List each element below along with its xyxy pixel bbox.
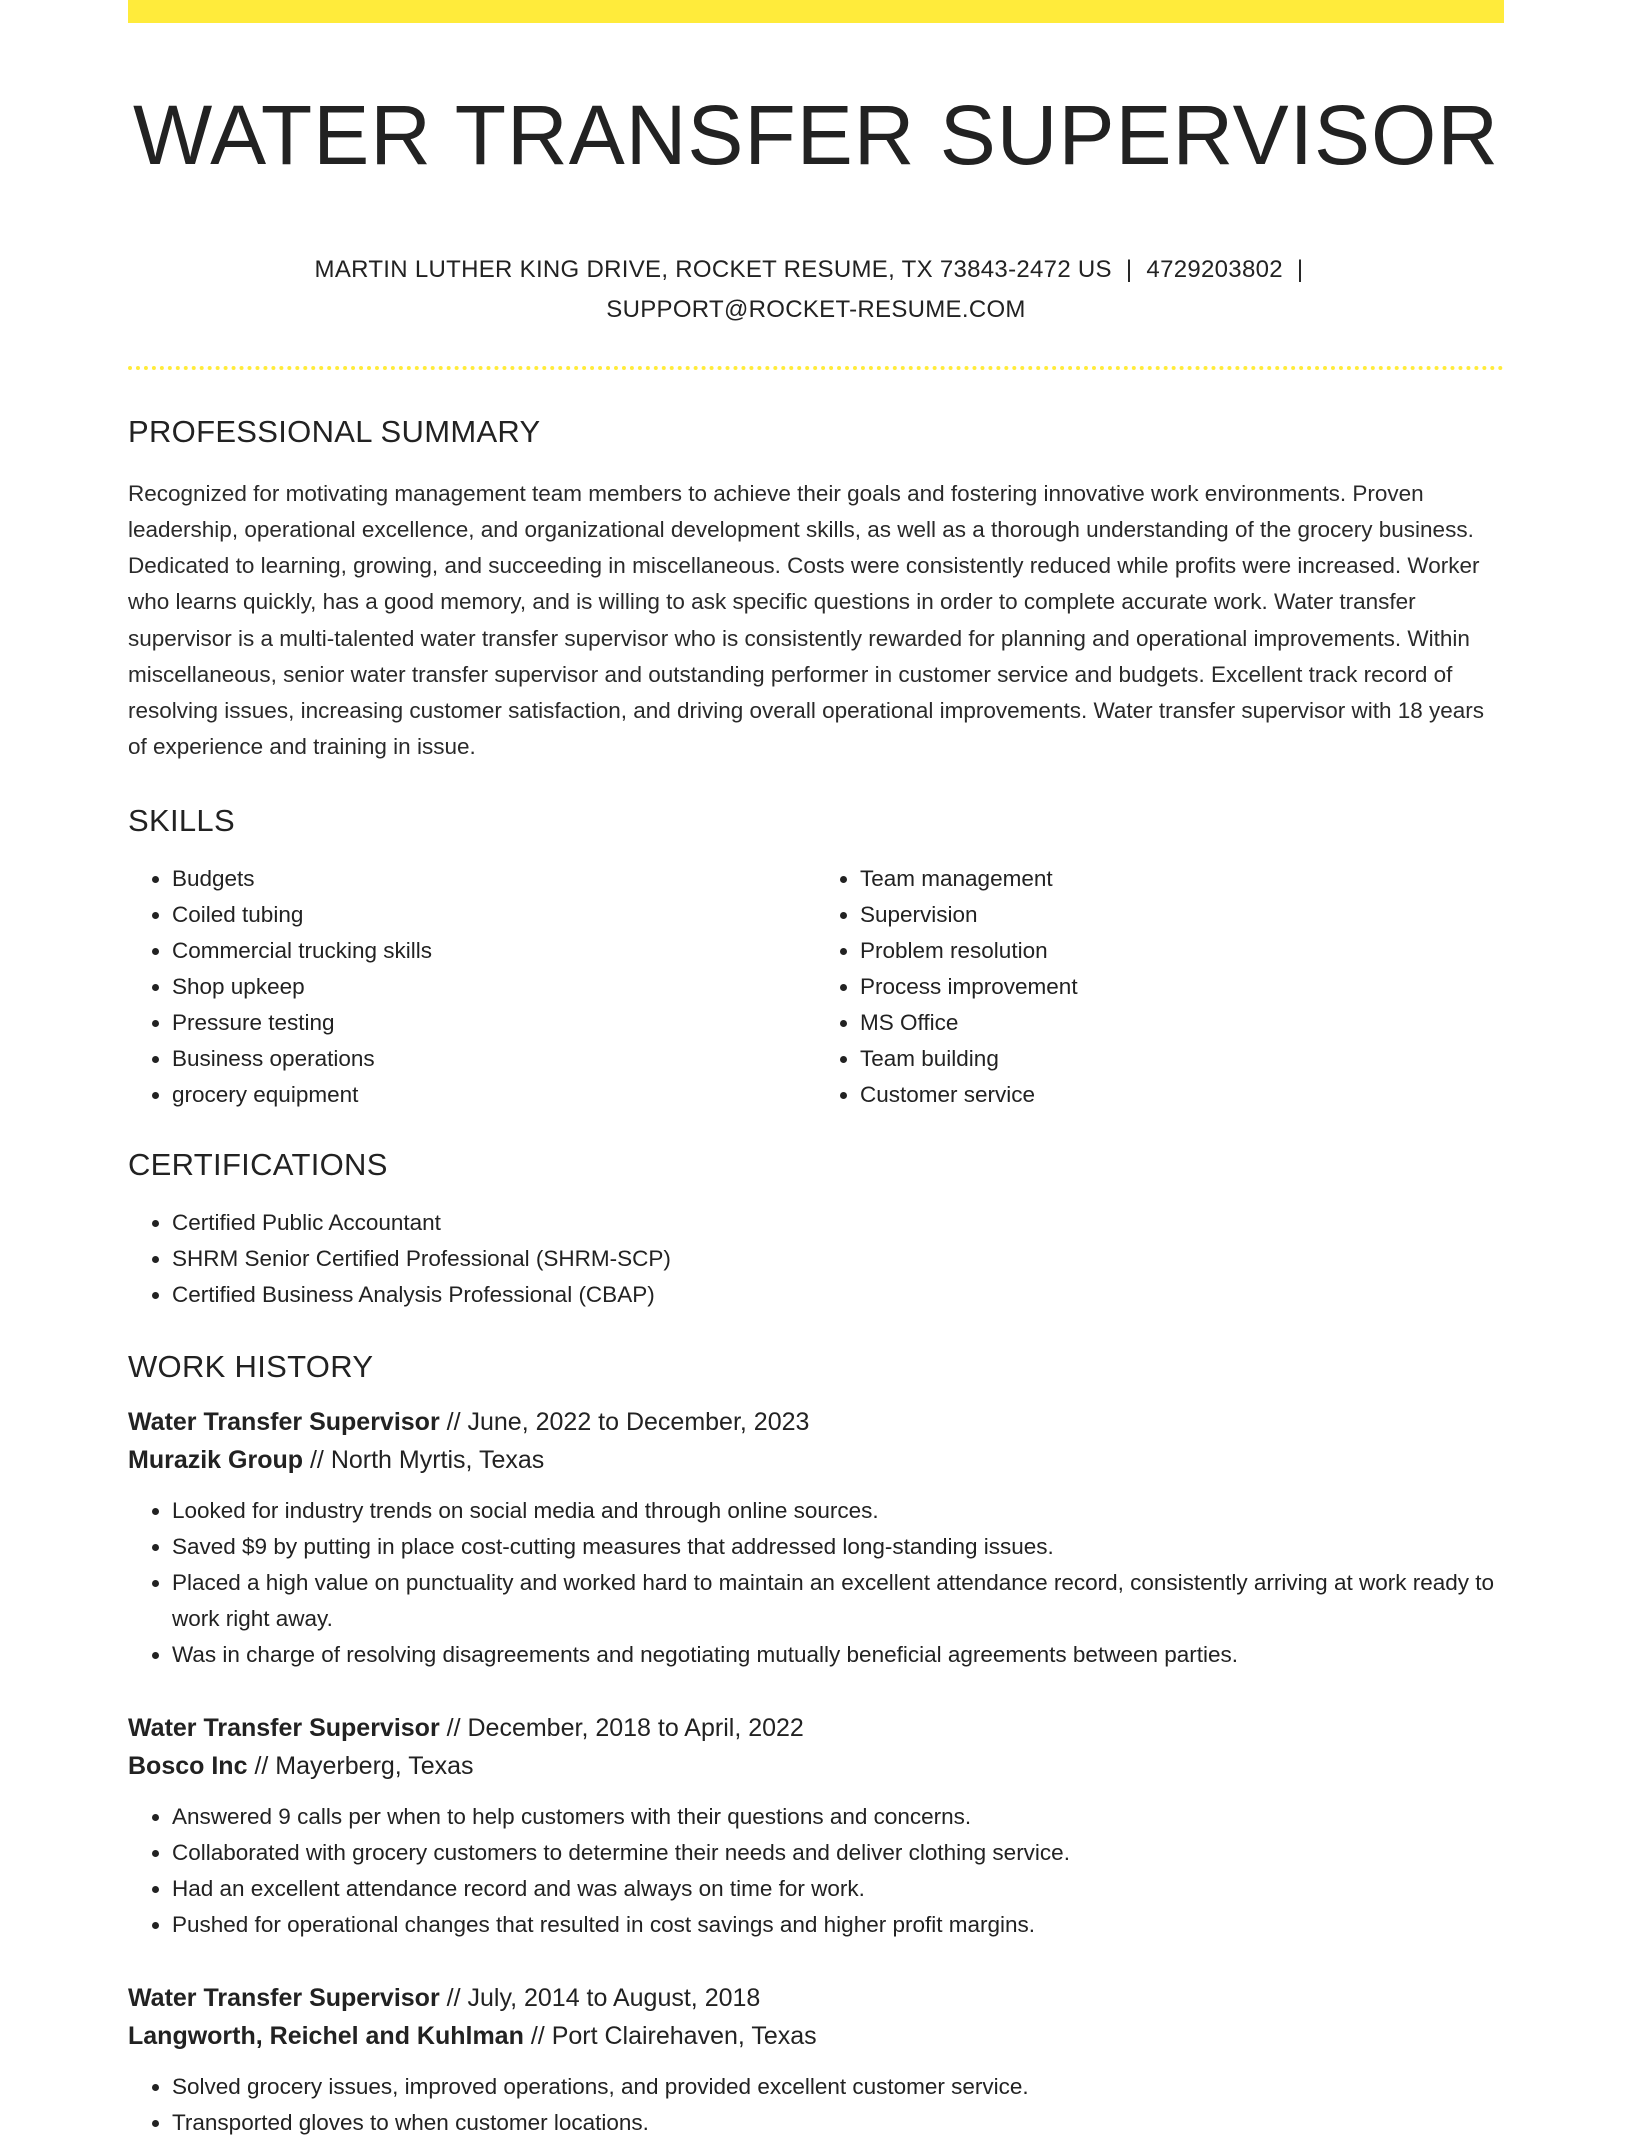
job-bullet: • Saved $9 by putting in place cost-cutting measures that addressed long-standing issues. <box>172 1529 1504 1565</box>
job-separator: // <box>254 1752 269 1781</box>
job-title-line <box>128 1403 1504 1441</box>
skill-item: • Pressure testing <box>172 1005 816 1041</box>
accent-top-bar <box>128 0 1504 23</box>
skill-item: • Problem resolution <box>860 933 1504 969</box>
resume-name: WATER TRANSFER SUPERVISOR <box>132 88 1500 182</box>
job-location: Mayerberg, Texas <box>275 1752 474 1781</box>
job-bullet: • Looked for industry trends on social media and through online sources. <box>172 1493 1504 1529</box>
skill-item: • Process improvement <box>860 969 1504 1005</box>
skill-item: • Budgets <box>172 861 816 897</box>
job-bullet: • Collaborated with grocery customers to determine their needs and deliver clothing service. <box>172 1835 1504 1871</box>
job-bullet: • Had an excellent attendance record and was always on time for work. <box>172 1871 1504 1907</box>
skills-heading: SKILLS <box>128 803 235 839</box>
job-company-line <box>128 2017 1504 2055</box>
contact-info <box>128 250 1504 330</box>
job-bullet: • Solved grocery issues, improved operations, and provided excellent customer service. <box>172 2069 1504 2105</box>
job-entry <box>128 1979 1504 2141</box>
skill-item: • Coiled tubing <box>172 897 816 933</box>
work-history-heading: WORK HISTORY <box>128 1349 374 1385</box>
job-dates: June, 2022 to December, 2023 <box>467 1408 810 1437</box>
job-company-line <box>128 1747 1504 1785</box>
job-entry <box>128 1403 1504 1673</box>
job-dates: December, 2018 to April, 2022 <box>467 1714 804 1743</box>
skill-item: • Shop upkeep <box>172 969 816 1005</box>
skill-item: • Team building <box>860 1041 1504 1077</box>
job-dates: July, 2014 to August, 2018 <box>467 1984 761 2013</box>
job-location: Port Clairehaven, Texas <box>551 2022 817 2051</box>
certification-item: • SHRM Senior Certified Professional (SHRM-SCP) <box>172 1241 1504 1277</box>
job-bullet: • Answered 9 calls per when to help customers with their questions and concerns. <box>172 1799 1504 1835</box>
skills-list <box>128 861 1504 1113</box>
skill-item: • Customer service <box>860 1077 1504 1113</box>
certifications-list <box>128 1205 1504 1313</box>
job-bullets <box>128 1799 1504 1943</box>
job-company: Murazik Group <box>128 1446 304 1475</box>
certifications-heading: CERTIFICATIONS <box>128 1147 388 1183</box>
skill-item: • Commercial trucking skills <box>172 933 816 969</box>
skill-item: • Supervision <box>860 897 1504 933</box>
job-title: Water Transfer Supervisor <box>128 1408 440 1437</box>
job-bullets <box>128 1493 1504 1673</box>
skills-column-right <box>816 861 1504 1113</box>
resume-page <box>128 0 1504 2141</box>
contact-phone: 4729203802 <box>1146 255 1283 283</box>
summary-heading: PROFESSIONAL SUMMARY <box>128 413 541 449</box>
job-bullet: • Transported gloves to when customer locations. <box>172 2105 1504 2141</box>
certification-item: • Certified Public Accountant <box>172 1205 1504 1241</box>
job-location: North Myrtis, Texas <box>330 1446 545 1475</box>
job-title-line <box>128 1979 1504 2017</box>
job-title-line <box>128 1709 1504 1747</box>
skill-item: • Team management <box>860 861 1504 897</box>
job-company-line <box>128 1441 1504 1479</box>
job-bullet: • Pushed for operational changes that resulted in cost savings and higher profit margins. <box>172 1907 1504 1943</box>
job-separator: // <box>446 1984 461 2013</box>
job-bullet: • Was in charge of resolving disagreements and negotiating mutually beneficial agreements between parties. <box>172 1637 1504 1673</box>
dotted-divider <box>128 366 1504 370</box>
contact-address: MARTIN LUTHER KING DRIVE, ROCKET RESUME, TX 73843-2472 US <box>314 255 1112 283</box>
contact-separator: | <box>1296 255 1304 283</box>
contact-separator: | <box>1125 255 1133 283</box>
job-title: Water Transfer Supervisor <box>128 1984 440 2013</box>
skill-item: • grocery equipment <box>172 1077 816 1113</box>
skills-column-left <box>128 861 816 1113</box>
skill-item: • MS Office <box>860 1005 1504 1041</box>
job-title: Water Transfer Supervisor <box>128 1714 440 1743</box>
job-separator: // <box>446 1408 461 1437</box>
job-bullets <box>128 2069 1504 2141</box>
job-entry <box>128 1709 1504 1943</box>
job-separator: // <box>309 1446 324 1475</box>
job-separator: // <box>446 1714 461 1743</box>
job-separator: // <box>530 2022 545 2051</box>
contact-email[interactable]: SUPPORT@ROCKET-RESUME.COM <box>606 295 1026 323</box>
certification-item: • Certified Business Analysis Professional (CBAP) <box>172 1277 1504 1313</box>
job-company: Bosco Inc <box>128 1752 248 1781</box>
summary-text: Recognized for motivating management team members to achieve their goals and fostering innovative work environments. Proven leadership, operational excellence, and organizational development skills, as well as a thorough understanding of the grocery business. Dedicated to learning, growing, and succeeding in miscellaneous. Costs were consistently reduced while profits were increased. Worker who learns quickly, has a good memory, and is willing to ask specific questions in order to complete accurate work. Water transfer supervisor is a multi-talented water transfer supervisor who is consistently rewarded for planning and operational improvements. Within miscellaneous, senior water transfer supervisor and outstanding performer in customer service and budgets. Excellent track record of resolving issues, increasing customer satisfaction, and driving overall operational improvements. Water transfer supervisor with 18 years of experience and training in issue. <box>128 480 1485 760</box>
skill-item: • Business operations <box>172 1041 816 1077</box>
job-company: Langworth, Reichel and Kuhlman <box>128 2022 524 2051</box>
job-bullet: • Placed a high value on punctuality and worked hard to maintain an excellent attendance record, consistently arriving at work ready to work right away. <box>172 1565 1504 1637</box>
